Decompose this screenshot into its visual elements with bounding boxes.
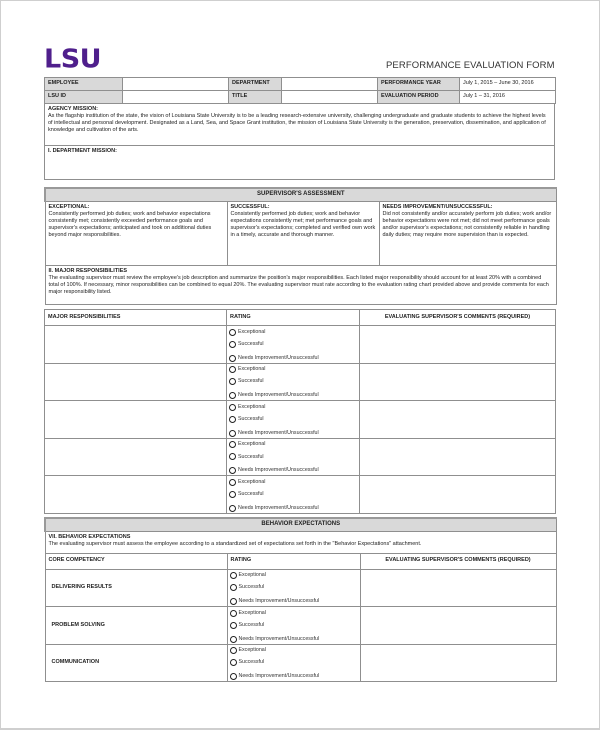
comments-field[interactable] [360, 607, 556, 645]
responsibility-field[interactable] [45, 438, 227, 476]
radio-icon[interactable] [229, 491, 236, 498]
behavior-expectations-header: BEHAVIOR EXPECTATIONS [45, 518, 556, 531]
major-responsibilities-instructions: The evaluating supervisor must review the employee's job description and summarize the position's major responsibilities. Each listed major responsibility should account for at least 20% with a combined total of 100%. If necessary, minor responsibilities can be combined to equal 20%. The evaluating supervisor must rate according to the evaluation rating chart provided above and provide comments for each major responsibility listed. [48, 274, 549, 295]
option-label: Needs Improvement/Unsuccessful [238, 504, 319, 511]
agency-mission-label: AGENCY MISSION: [48, 106, 99, 112]
rating-option-needs-improvement[interactable] [230, 669, 358, 681]
radio-icon[interactable] [229, 441, 236, 448]
option-label: Successful [238, 584, 265, 591]
comments-field[interactable] [360, 569, 556, 607]
exceptional-label: EXCEPTIONAL: [48, 203, 90, 210]
behavior-instructions: The evaluating supervisor must assess the employee according to a standardized set of expectations set forth in the "Behavior Expectations" attachment. [48, 540, 422, 547]
radio-icon[interactable] [229, 467, 236, 474]
option-label: Successful [238, 415, 264, 422]
major-responsibilities-table [44, 309, 556, 514]
comments-field[interactable] [360, 401, 556, 439]
agency-mission-text: As the flagship institution of the state, the vision of Louisiana State University is to be a leading research-extensive university, challenging undergraduate and graduate students to achieve the highest levels of intellectual and personal development. Designated as a Land, Sea, and Space Grant institution, the mission of Louisiana State University is the generation, preservation, dissemination, and application of knowledge and cultivation of the arts. [48, 113, 546, 134]
radio-icon[interactable] [230, 572, 237, 579]
option-label: Exceptional [238, 478, 266, 485]
col-rating: RATING [227, 553, 360, 569]
radio-icon[interactable] [230, 584, 237, 591]
radio-icon[interactable] [229, 404, 236, 411]
assessment-successful [227, 201, 379, 265]
rating-option-successful[interactable] [230, 657, 358, 669]
radio-icon[interactable] [230, 622, 237, 629]
responsibility-field[interactable] [45, 401, 227, 439]
option-label: Exceptional [238, 328, 266, 335]
option-label: Successful [238, 340, 264, 347]
radio-icon[interactable] [229, 505, 236, 512]
option-label: Successful [238, 378, 264, 385]
rating-option-exceptional[interactable] [229, 439, 357, 451]
option-label: Needs Improvement/Unsuccessful [238, 635, 320, 642]
rating-option-successful[interactable] [230, 619, 358, 631]
rating-option-successful[interactable] [229, 338, 357, 350]
radio-icon[interactable] [229, 366, 236, 373]
exceptional-description: Consistently performed job duties; work and behavior expectations consistently met; consistently exceeded performance goals and supervisor's expectations; anticipated and took on additional duties beyond major responsibilities. [48, 210, 212, 239]
form-title: PERFORMANCE EVALUATION FORM [386, 60, 555, 71]
competency-label: DELIVERING RESULTS [45, 569, 227, 607]
performance-year-field[interactable]: July 1, 2015 – June 30, 2016 [460, 78, 556, 91]
employee-field[interactable] [123, 78, 229, 91]
option-label: Needs Improvement/Unsuccessful [238, 429, 319, 436]
radio-icon[interactable] [230, 610, 237, 617]
rating-group [227, 363, 360, 401]
needs-improvement-description: Did not consistently and/or accurately perform job duties; work and/or behavior expectations were not met; did not meet performance goals and/or supervisor's expectations; not consistently reliable in handling daily duties; may require more supervision than is expected. [382, 210, 552, 239]
competency-row [45, 644, 556, 682]
supervisor-assessment-table [44, 187, 557, 305]
rating-option-exceptional[interactable] [230, 645, 358, 657]
responsibility-field[interactable] [45, 476, 227, 514]
competency-row [45, 607, 556, 645]
radio-icon[interactable] [230, 598, 237, 605]
rating-option-needs-improvement[interactable] [230, 631, 358, 643]
rating-option-successful[interactable] [229, 413, 357, 425]
col-major-responsibilities: MAJOR RESPONSIBILITIES [45, 310, 227, 326]
col-rating: RATING [227, 310, 360, 326]
employee-info-table [44, 77, 556, 104]
successful-description: Consistently performed job duties; work and behavior expectations consistently met; met performance goals and supervisor's expectations; completed and verified own work in a timely, accurate and thorough manner. [230, 210, 376, 239]
option-label: Successful [238, 453, 264, 460]
competency-label: COMMUNICATION [45, 644, 227, 682]
title-field[interactable] [282, 91, 378, 104]
rating-group [227, 607, 360, 645]
successful-label: SUCCESSFUL: [230, 203, 270, 210]
rating-option-exceptional[interactable] [229, 401, 357, 413]
radio-icon[interactable] [229, 430, 236, 437]
needs-improvement-label: NEEDS IMPROVEMENT/UNSUCCESSFUL: [382, 203, 493, 210]
option-label: Successful [238, 491, 264, 498]
rating-option-exceptional[interactable] [230, 607, 358, 619]
evaluation-period-field[interactable]: July 1 – 31, 2016 [460, 91, 556, 104]
rating-option-needs-improvement[interactable] [230, 594, 358, 606]
responsibility-row [45, 363, 556, 401]
col-comments: EVALUATING SUPERVISOR'S COMMENTS (REQUIRED) [360, 310, 556, 326]
radio-icon[interactable] [230, 636, 237, 643]
option-label: Successful [238, 621, 265, 628]
evaluation-period-label: EVALUATION PERIOD [378, 91, 460, 104]
rating-group [227, 326, 360, 364]
competency-label: PROBLEM SOLVING [45, 607, 227, 645]
performance-year-label: PERFORMANCE YEAR [378, 78, 460, 91]
assessment-needs-improvement [379, 201, 556, 265]
option-label: Needs Improvement/Unsuccessful [238, 392, 319, 399]
behavior-expectations-table [44, 517, 557, 682]
responsibility-row [45, 438, 556, 476]
rating-option-exceptional[interactable] [229, 326, 357, 338]
competency-row [45, 569, 556, 607]
option-label: Needs Improvement/Unsuccessful [238, 467, 319, 474]
option-label: Needs Improvement/Unsuccessful [238, 598, 320, 605]
option-label: Needs Improvement/Unsuccessful [238, 673, 320, 680]
comments-field[interactable] [360, 363, 556, 401]
lsu-id-label: LSU ID [45, 91, 123, 104]
rating-option-needs-improvement[interactable] [229, 463, 357, 475]
behavior-intro [45, 531, 556, 553]
rating-option-successful[interactable] [229, 376, 357, 388]
radio-icon[interactable] [230, 673, 237, 680]
col-comments: EVALUATING SUPERVISOR'S COMMENTS (REQUIRED) [360, 553, 556, 569]
rating-option-successful[interactable] [229, 451, 357, 463]
rating-option-needs-improvement[interactable] [229, 501, 357, 513]
agency-mission-cell [45, 104, 555, 146]
rating-group [227, 569, 360, 607]
supervisor-assessment-header: SUPERVISOR'S ASSESSMENT [45, 188, 556, 201]
responsibility-row [45, 401, 556, 439]
responsibility-row [45, 476, 556, 514]
rating-option-needs-improvement[interactable] [229, 388, 357, 400]
rating-option-exceptional[interactable] [229, 476, 357, 488]
lsu-id-field[interactable] [123, 91, 229, 104]
employee-label: EMPLOYEE [45, 78, 123, 91]
comments-field[interactable] [360, 326, 556, 364]
option-label: Exceptional [238, 366, 266, 373]
rating-group [227, 644, 360, 682]
option-label: Exceptional [238, 609, 266, 616]
option-label: Exceptional [238, 572, 266, 579]
radio-icon[interactable] [229, 355, 236, 362]
option-label: Successful [238, 659, 265, 666]
rating-option-needs-improvement[interactable] [229, 350, 357, 362]
behavior-heading: VII. BEHAVIOR EXPECTATIONS [48, 533, 131, 540]
radio-icon[interactable] [230, 647, 237, 654]
comments-field[interactable] [360, 438, 556, 476]
option-label: Exceptional [238, 647, 266, 654]
major-responsibilities-heading: II. MAJOR RESPONSIBILITIES [48, 267, 128, 274]
rating-option-successful[interactable] [230, 582, 358, 594]
rating-option-exceptional[interactable] [229, 364, 357, 376]
responsibility-row [45, 326, 556, 364]
rating-group [227, 476, 360, 514]
radio-icon[interactable] [229, 416, 236, 423]
comments-field[interactable] [360, 476, 556, 514]
radio-icon[interactable] [230, 659, 237, 666]
rating-option-needs-improvement[interactable] [229, 426, 357, 438]
major-responsibilities-intro [45, 265, 556, 304]
rating-option-exceptional[interactable] [230, 570, 358, 582]
department-mission-label: I. DEPARTMENT MISSION: [48, 148, 117, 154]
radio-icon[interactable] [229, 392, 236, 399]
rating-group [227, 401, 360, 439]
department-field[interactable] [282, 78, 378, 91]
responsibility-field[interactable] [45, 363, 227, 401]
col-core-competency: CORE COMPETENCY [45, 553, 227, 569]
radio-icon[interactable] [229, 341, 236, 348]
lsu-logo: LSU [44, 44, 102, 75]
radio-icon[interactable] [229, 329, 236, 336]
comments-field[interactable] [360, 644, 556, 682]
radio-icon[interactable] [229, 453, 236, 460]
title-label: TITLE [229, 91, 282, 104]
radio-icon[interactable] [229, 479, 236, 486]
rating-option-successful[interactable] [229, 488, 357, 500]
department-mission-cell[interactable] [45, 146, 555, 180]
radio-icon[interactable] [229, 378, 236, 385]
option-label: Exceptional [238, 403, 266, 410]
assessment-exceptional [45, 201, 227, 265]
rating-group [227, 438, 360, 476]
option-label: Exceptional [238, 441, 266, 448]
department-label: DEPARTMENT [229, 78, 282, 91]
mission-table [44, 103, 555, 180]
option-label: Needs Improvement/Unsuccessful [238, 354, 319, 361]
responsibility-field[interactable] [45, 326, 227, 364]
